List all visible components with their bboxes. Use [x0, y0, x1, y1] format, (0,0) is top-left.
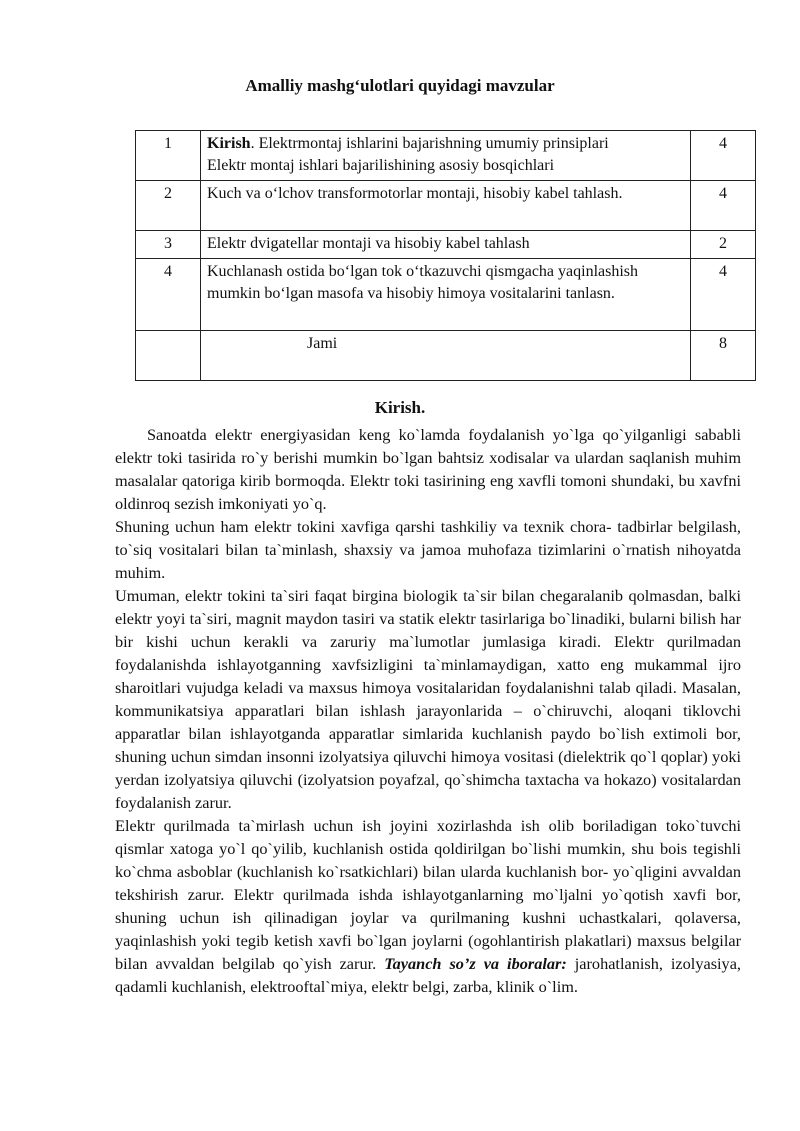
topic-cell: Kuchlanash ostida bo‘lgan tok o‘tkazuvchi qismgacha yaqinlashish mumkin bo‘lgan masofa va hisobiy himoya vositalarini tanlasn.	[201, 259, 691, 331]
total-row	[136, 331, 756, 381]
row-number: 2	[136, 181, 201, 231]
topic-text: . Elektrmontaj ishlarini bajarishning umumiy prinsiplari	[250, 135, 609, 152]
topic-cell: Elektr dvigatellar montaji va hisobiy kabel tahlash	[201, 231, 691, 259]
row-number: 1	[136, 131, 201, 181]
hours-cell: 2	[691, 231, 756, 259]
paragraph: Umuman, elektr tokini ta`siri faqat birgina biologik ta`sir bilan chegaralanib qolmasdan, balki elektr yoyi ta`siri, magnit maydon tasiri va statik elektr tasirlariga bo`linadiki, bularni bilish har bir kishi uchun kerakli va zaruriy ma`lumotlar jumlasiga kiradi. Elektr qurilmadan foydalanishda ishlayotganning xavfsizligini ta`minlamaydigan, xatto eng mukammal ijro sharoitlari vujudga keladi va maxsus himoya vositalaridan foydalanishni talab qiladi. Masalan, kommunikatsiya apparatlari bilan ishlash jarayonlarida – o`chiruvchi, aloqani tiklovchi apparatlar bilan ishlayotganda apparatlar simlarida kuchlanish paydo bo`lish extimoli bor, shuning uchun simdan insonni izolyatsiya qiluvchi himoya vositasi (dielektrik qo`l qoplar) yoki yerdan izolyatsiya qiluvchi (izolyatsion poyafzal, qo`shimcha taxtacha va hokazo) vositalardan foydalanish zarur.	[115, 586, 741, 812]
table-row	[136, 231, 756, 259]
total-value: 8	[691, 331, 756, 381]
total-label-cell	[201, 331, 691, 381]
hours-cell: 4	[691, 259, 756, 331]
topic-cell: Kuch va o‘lchov transformotorlar montaji, hisobiy kabel tahlash.	[201, 181, 691, 231]
row-number: 3	[136, 231, 201, 259]
section-title: Kirish.	[374, 398, 426, 417]
table-row	[136, 259, 756, 331]
topics-table	[135, 130, 756, 381]
table-row	[136, 131, 756, 181]
keywords-label: Tayanch so’z va iboralar:	[384, 954, 567, 973]
paragraph: Sanoatda elektr energiyasidan keng ko`lamda foydalanish yo`lga qo`yilganligi sababli elektr toki tasirida ro`y berishi mumkin bo`lgan bahtsiz xodisalar va ulardan saqlanish muhim masalalar qatoriga kirib bormoqda. Elektr toki tasirining eng xavfli tomoni shundaki, bu xavfni oldinroq sezish imkoniyati yo`q.	[115, 425, 741, 513]
table-row	[136, 181, 756, 231]
total-label: Jami	[307, 335, 338, 352]
hours-cell: 4	[691, 131, 756, 181]
topic-bold-lead: Kirish	[207, 135, 251, 152]
body-text	[115, 423, 741, 998]
page-title: Amalliy mashg‘ulotlari quyidagi mavzular	[245, 76, 555, 95]
hours-cell: 4	[691, 181, 756, 231]
topic-cell	[201, 131, 691, 181]
paragraph-last	[115, 814, 741, 998]
row-number: 4	[136, 259, 201, 331]
paragraph: Shuning uchun ham elektr tokini xavfiga qarshi tashkiliy va texnik chora- tadbirlar belgilash, to`siq vositalari bilan ta`minlash, shaxsiy va jamoa muhofaza tizimlarini o`rnatish nihoyatda muhim.	[115, 517, 741, 582]
row-number-empty	[136, 331, 201, 381]
paragraph-text: Elektr qurilmada ta`mirlash uchun ish joyini xozirlashda ish olib boriladigan toko`tuvchi qismlar xatoga yo`l qo`yilib, kuchlanish ostida qoldirilgan bo`lishi mumkin, shu bois tegishli ko`chma asboblar (kuchlanish ko`rsatkichlari) bilan ularda kuchlanish bor- yo`qligini avvaldan tekshirish zarur. Elektr qurilmada ishda ishlayotganlarning mo`ljalni yo`qotish xavfi bor, shuning uchun ish qilinadigan joylar va qurilmaning kushni uchastkalari, qolaversa, yaqinlashish yoki tegib ketish xavfi bo`lgan joylarni (ogohlantirish plakatlari) maxsus belgilar bilan avvaldan belgilab qo`yish zarur.	[115, 816, 741, 973]
topic-text-line2: Elektr montaj ishlari bajarilishining asosiy bosqichlari	[207, 157, 555, 174]
keywords-text: jarohatlanish, izolyasiya, qadamli kuchlanish, elektrooftal`miya, elektr belgi, zarba, klinik o`lim.	[115, 954, 741, 996]
